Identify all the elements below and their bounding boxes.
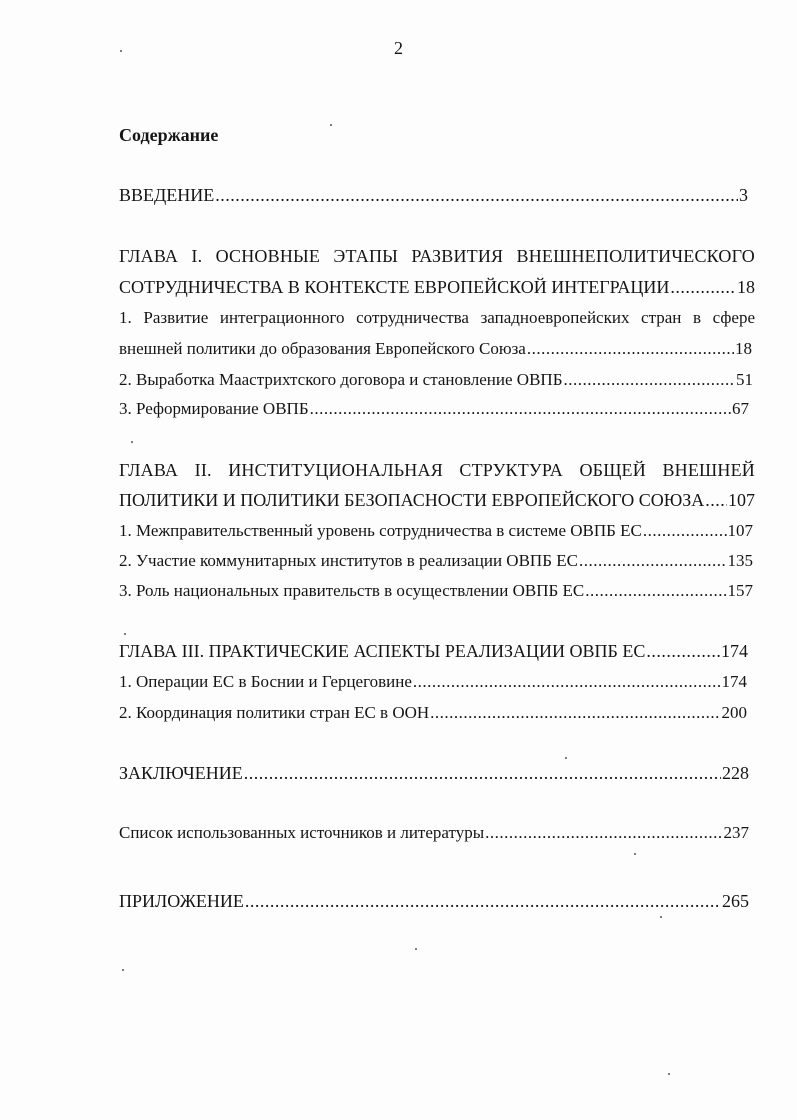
scan-speck <box>634 853 636 855</box>
toc-entry-title: ЗАКЛЮЧЕНИЕ <box>119 763 243 783</box>
toc-page-ref: 107 <box>728 490 755 510</box>
toc-entry-chapter1-section2 <box>119 369 753 391</box>
dot-leader <box>430 702 720 724</box>
toc-entry-title: 2. Участие коммунитарных институтов в реализации ОВПБ ЕС <box>119 551 578 570</box>
toc-entry-title: внешней политики до образования Европейского Союза <box>119 339 526 358</box>
toc-page-ref: 51 <box>736 370 753 389</box>
scan-speck <box>131 441 133 443</box>
scan-speck <box>660 916 662 918</box>
dot-leader <box>244 762 721 784</box>
toc-entry-title: ГЛАВА III. ПРАКТИЧЕСКИЕ АСПЕКТЫ РЕАЛИЗАЦИИ ОВПБ ЕС <box>119 641 646 661</box>
toc-entry-chapter2 <box>119 489 755 511</box>
scan-speck <box>124 633 126 635</box>
toc-entry-title: 3. Реформирование ОВПБ <box>119 399 309 418</box>
toc-page-ref: 107 <box>727 521 753 540</box>
scan-speck <box>668 1073 670 1075</box>
dot-leader <box>310 398 731 420</box>
toc-page-ref: 18 <box>735 339 752 358</box>
toc-entry-title: ВВЕДЕНИЕ <box>119 185 215 205</box>
toc-page-ref: 228 <box>722 763 749 783</box>
toc-entry-appendix <box>119 890 749 912</box>
toc-entry-title: 2. Координация политики стран ЕС в ООН <box>119 703 430 722</box>
toc-entry-sources <box>119 822 749 844</box>
dot-leader <box>670 276 736 298</box>
toc-page-ref: 3 <box>739 185 748 205</box>
scan-speck <box>565 757 567 759</box>
toc-page-ref: 237 <box>723 823 749 842</box>
scan-speck <box>122 969 124 971</box>
toc-entry-intro <box>119 184 748 206</box>
toc-page-ref: 174 <box>721 641 748 661</box>
toc-entry-title: СОТРУДНИЧЕСТВА В КОНТЕКСТЕ ЕВРОПЕЙСКОЙ ИНТЕГРАЦИИ <box>119 277 670 297</box>
scan-speck <box>415 948 417 950</box>
dot-leader <box>643 520 727 542</box>
toc-entry-chapter3-section2 <box>119 702 747 724</box>
page-number: 2 <box>394 38 403 58</box>
chapter1-title-line1: ГЛАВА I. ОСНОВНЫЕ ЭТАПЫ РАЗВИТИЯ ВНЕШНЕПОЛИТИЧЕСКОГО <box>119 246 755 266</box>
toc-page-ref: 67 <box>732 399 749 418</box>
toc-entry-chapter1-section1 <box>119 338 752 360</box>
toc-page-ref: 200 <box>721 703 747 722</box>
dot-leader <box>527 338 734 360</box>
toc-page-ref: 174 <box>721 672 747 691</box>
chapter2-title-line1: ГЛАВА II. ИНСТИТУЦИОНАЛЬНАЯ СТРУКТУРА ОБЩЕЙ ВНЕШНЕЙ <box>119 460 755 480</box>
toc-page-ref: 157 <box>727 581 753 600</box>
dot-leader <box>646 640 720 662</box>
toc-entry-conclusion <box>119 762 749 784</box>
toc-page-ref: 18 <box>737 277 755 297</box>
dot-leader <box>485 822 722 844</box>
chapter1-section1-line1: 1. Развитие интеграционного сотрудничества западноевропейских стран в сфере <box>119 308 755 327</box>
dot-leader <box>413 671 721 693</box>
dot-leader <box>215 184 738 206</box>
toc-page-ref: 135 <box>727 551 753 570</box>
toc-entry-title: 1. Операции ЕС в Боснии и Герцеговине <box>119 672 412 691</box>
dot-leader <box>579 550 727 572</box>
toc-entry-chapter3-section1 <box>119 671 747 693</box>
dot-leader <box>245 890 721 912</box>
toc-entry-title: 2. Выработка Маастрихтского договора и становление ОВПБ <box>119 370 563 389</box>
toc-entry-chapter3 <box>119 640 748 662</box>
toc-entry-title: 3. Роль национальных правительств в осуществлении ОВПБ ЕС <box>119 581 585 600</box>
toc-entry-chapter1-section3 <box>119 398 749 420</box>
toc-entry-title: ПРИЛОЖЕНИЕ <box>119 891 244 911</box>
toc-entry-title: ПОЛИТИКИ И ПОЛИТИКИ БЕЗОПАСНОСТИ ЕВРОПЕЙСКОГО СОЮЗА <box>119 490 705 510</box>
dot-leader <box>563 369 735 391</box>
toc-entry-chapter2-section2 <box>119 550 753 572</box>
scan-speck <box>330 124 332 126</box>
toc-page-ref: 265 <box>722 891 749 911</box>
toc-entry-chapter2-section3 <box>119 580 753 602</box>
scan-speck <box>120 50 122 52</box>
dot-leader <box>585 580 726 602</box>
toc-entry-title: Список использованных источников и литературы <box>119 823 485 842</box>
dot-leader <box>705 489 727 511</box>
toc-entry-title: 1. Межправительственный уровень сотрудничества в системе ОВПБ ЕС <box>119 521 642 540</box>
toc-heading: Содержание <box>119 125 219 145</box>
toc-entry-chapter1 <box>119 276 755 298</box>
toc-entry-chapter2-section1 <box>119 520 753 542</box>
